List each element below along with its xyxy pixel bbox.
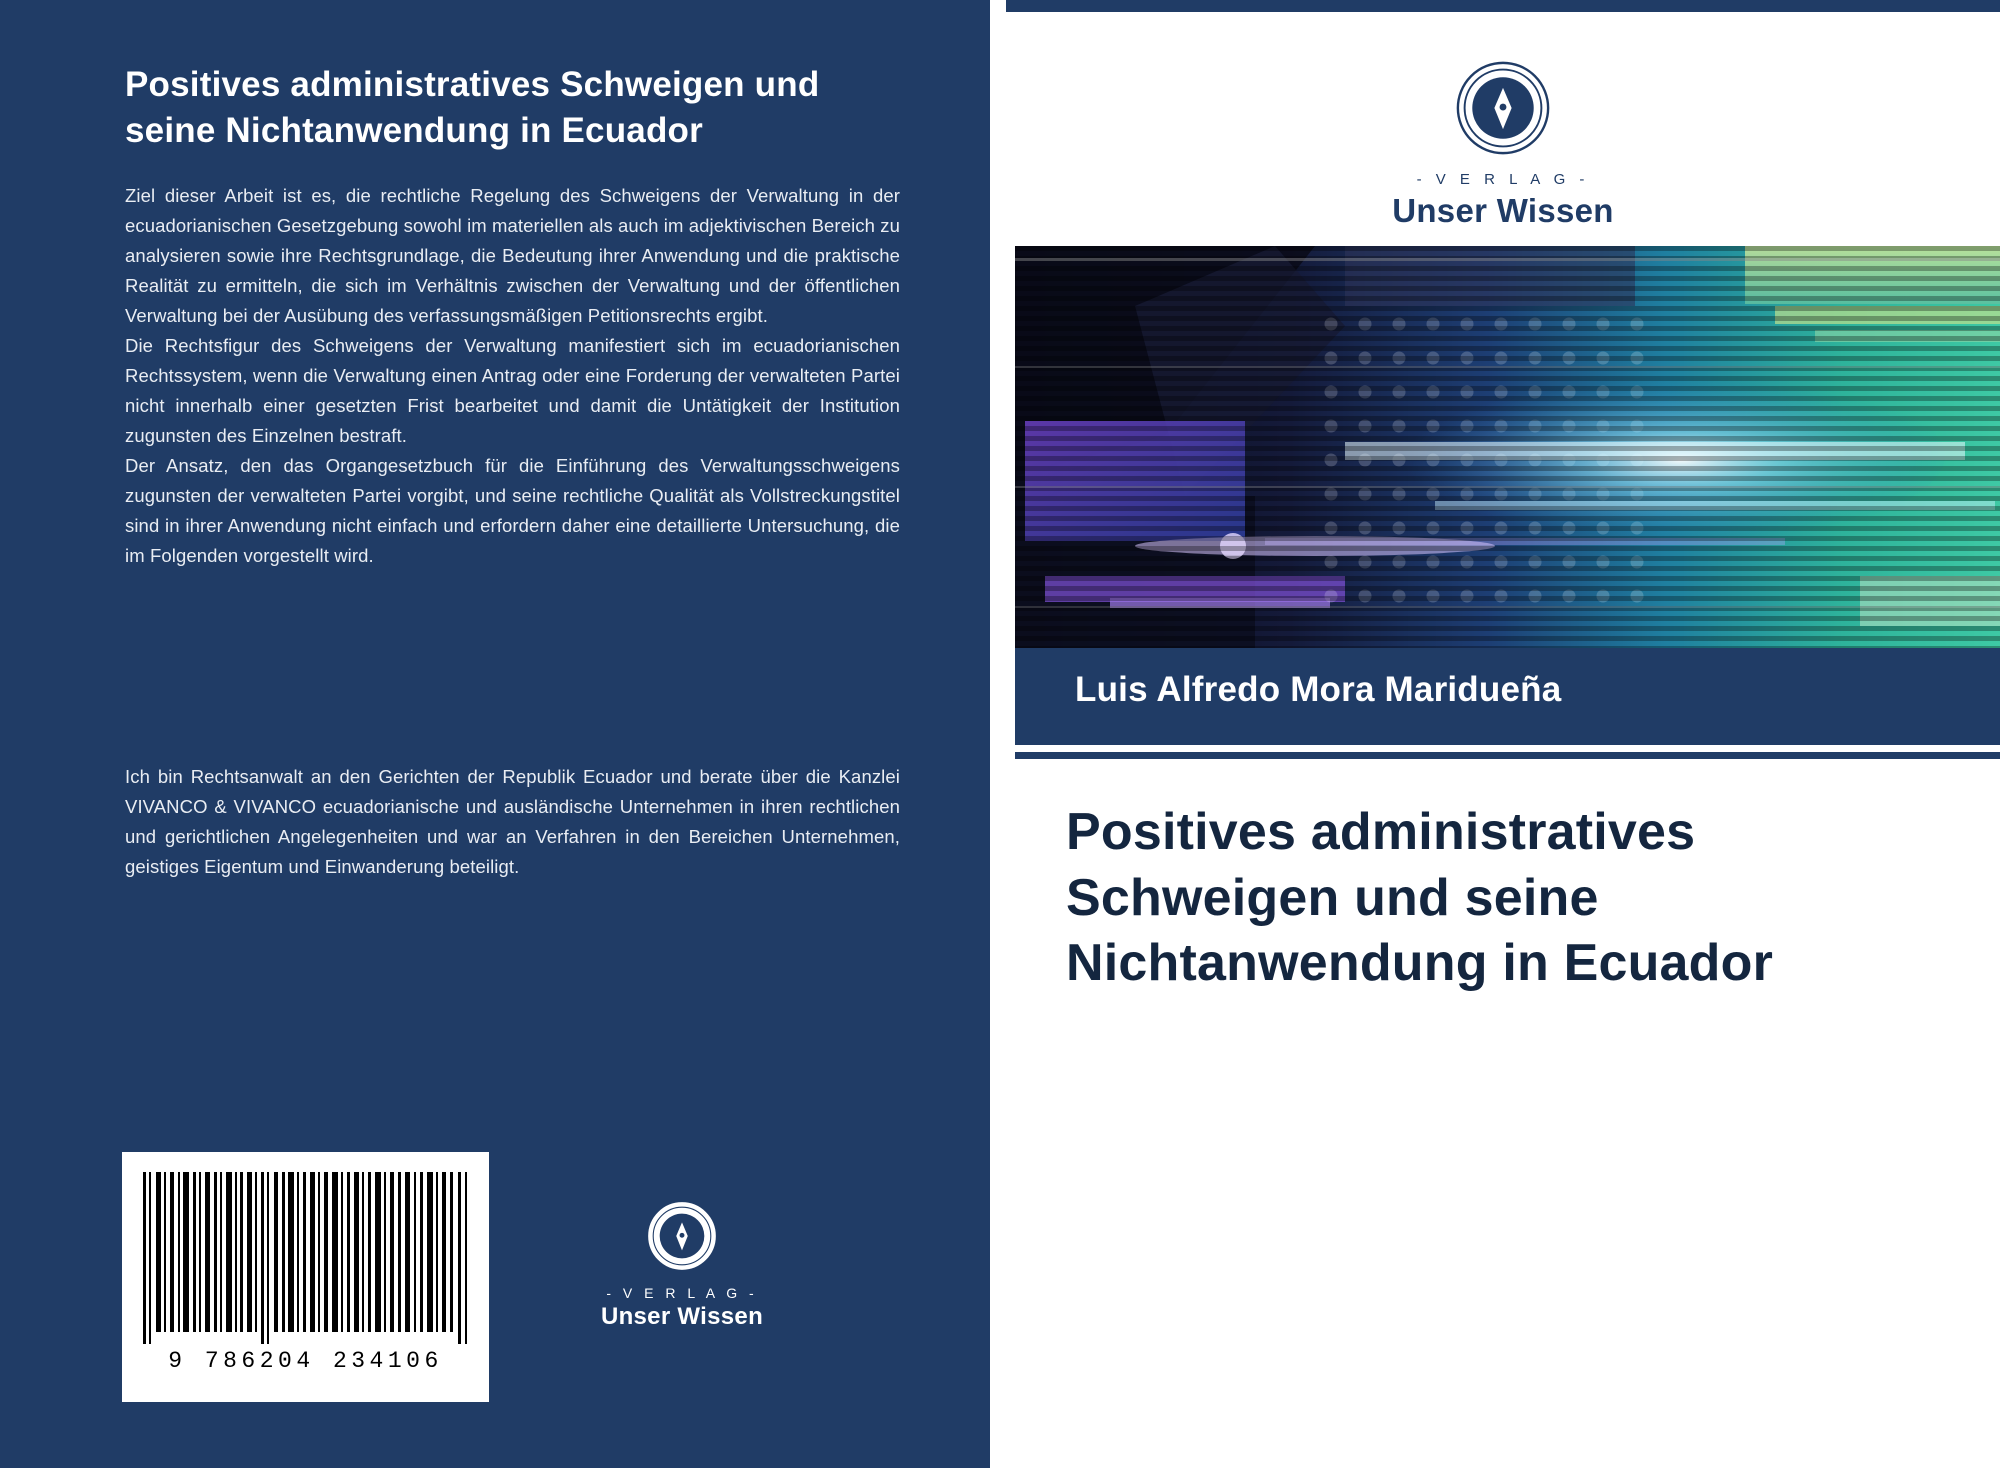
- barcode: [122, 1152, 489, 1402]
- back-cover-panel: [0, 0, 990, 1468]
- publisher-logo-front: [1006, 60, 2000, 230]
- author-band: [1015, 648, 2000, 745]
- front-cover-title: Positives administratives Schweigen und seine Nichtanwendung in Ecuador: [1066, 803, 1774, 993]
- cover-artwork: [1015, 246, 2000, 648]
- spine: [990, 0, 1006, 1468]
- author-name: Luis Alfredo Mora Maridueña: [1075, 670, 1562, 709]
- publisher-verlag-label-back: - V E R L A G -: [606, 1285, 758, 1301]
- back-cover-blurb: [125, 181, 900, 571]
- back-cover-blurb-paragraph-1: Ziel dieser Arbeit ist es, die rechtliche Regelung des Schweigens der Verwaltung in der ecuadorianischen Gesetzgebung sowohl im materiellen als auch im adjektivischen Bereich zu analysieren sowie ihre Rechtsgrundlage, die Bedeutung ihrer Anwendung und die praktische Realität zu ermitteln, die sich im Verhältnis zwischen der Verwaltung und der öffentlichen Verwaltung bei der Ausübung des verfassungsmäßigen Petitionsrechts ergibt.: [125, 185, 901, 326]
- barcode-digits: 9 786204 234106: [168, 1348, 443, 1374]
- back-cover-text-block: [125, 62, 900, 571]
- publisher-logo-back: [592, 1200, 772, 1331]
- publisher-seal-icon: [646, 1200, 718, 1272]
- barcode-bars-icon: [140, 1172, 471, 1344]
- publisher-name-front: Unser Wissen: [1392, 192, 1614, 229]
- publisher-verlag-label-front: - V E R L A G -: [1416, 171, 1590, 188]
- back-cover-blurb-paragraph-2: Die Rechtsfigur des Schweigens der Verwaltung manifestiert sich im ecuadorianischen Rechtssystem, wenn die Verwaltung einen Antrag oder eine Forderung der verwalteten Partei nicht innerhalb einer gesetzten Frist bearbeitet und damit die Untätigkeit der Institution zugunsten des Einzelnen bestraft.: [125, 334, 900, 446]
- back-cover-blurb-paragraph-3: Der Ansatz, den das Organgesetzbuch für die Einführung des Verwaltungsschweigens zugunsten der verwalteten Partei vorgibt, und seine rechtliche Qualität als Vollstreckungstitel sind in ihrer Anwendung nicht einfach und erfordern daher eine detaillierte Untersuchung, die im Folgenden vorgestellt wird.: [125, 454, 900, 566]
- front-cover-top-rule: [1006, 0, 2000, 12]
- front-cover-divider-rule: [1015, 752, 2000, 759]
- publisher-seal-icon: [1455, 60, 1551, 156]
- publisher-name-back: Unser Wissen: [600, 1303, 764, 1330]
- cover-artwork-image: [1015, 246, 2000, 648]
- front-cover-panel: [1006, 0, 2000, 1468]
- author-bio: Ich bin Rechtsanwalt an den Gerichten der Republik Ecuador und berate über die Kanzlei VIVANCO & VIVANCO ecuadorianische und ausländische Unternehmen in ihren rechtlichen und gerichtlichen Angelegenheiten und war an Verfahren in den Bereichen Unternehmen, geistiges Eigentum und Einwanderung beteiligt.: [125, 766, 900, 877]
- back-cover-title: Positives administratives Schweigen und seine Nichtanwendung in Ecuador: [125, 65, 820, 150]
